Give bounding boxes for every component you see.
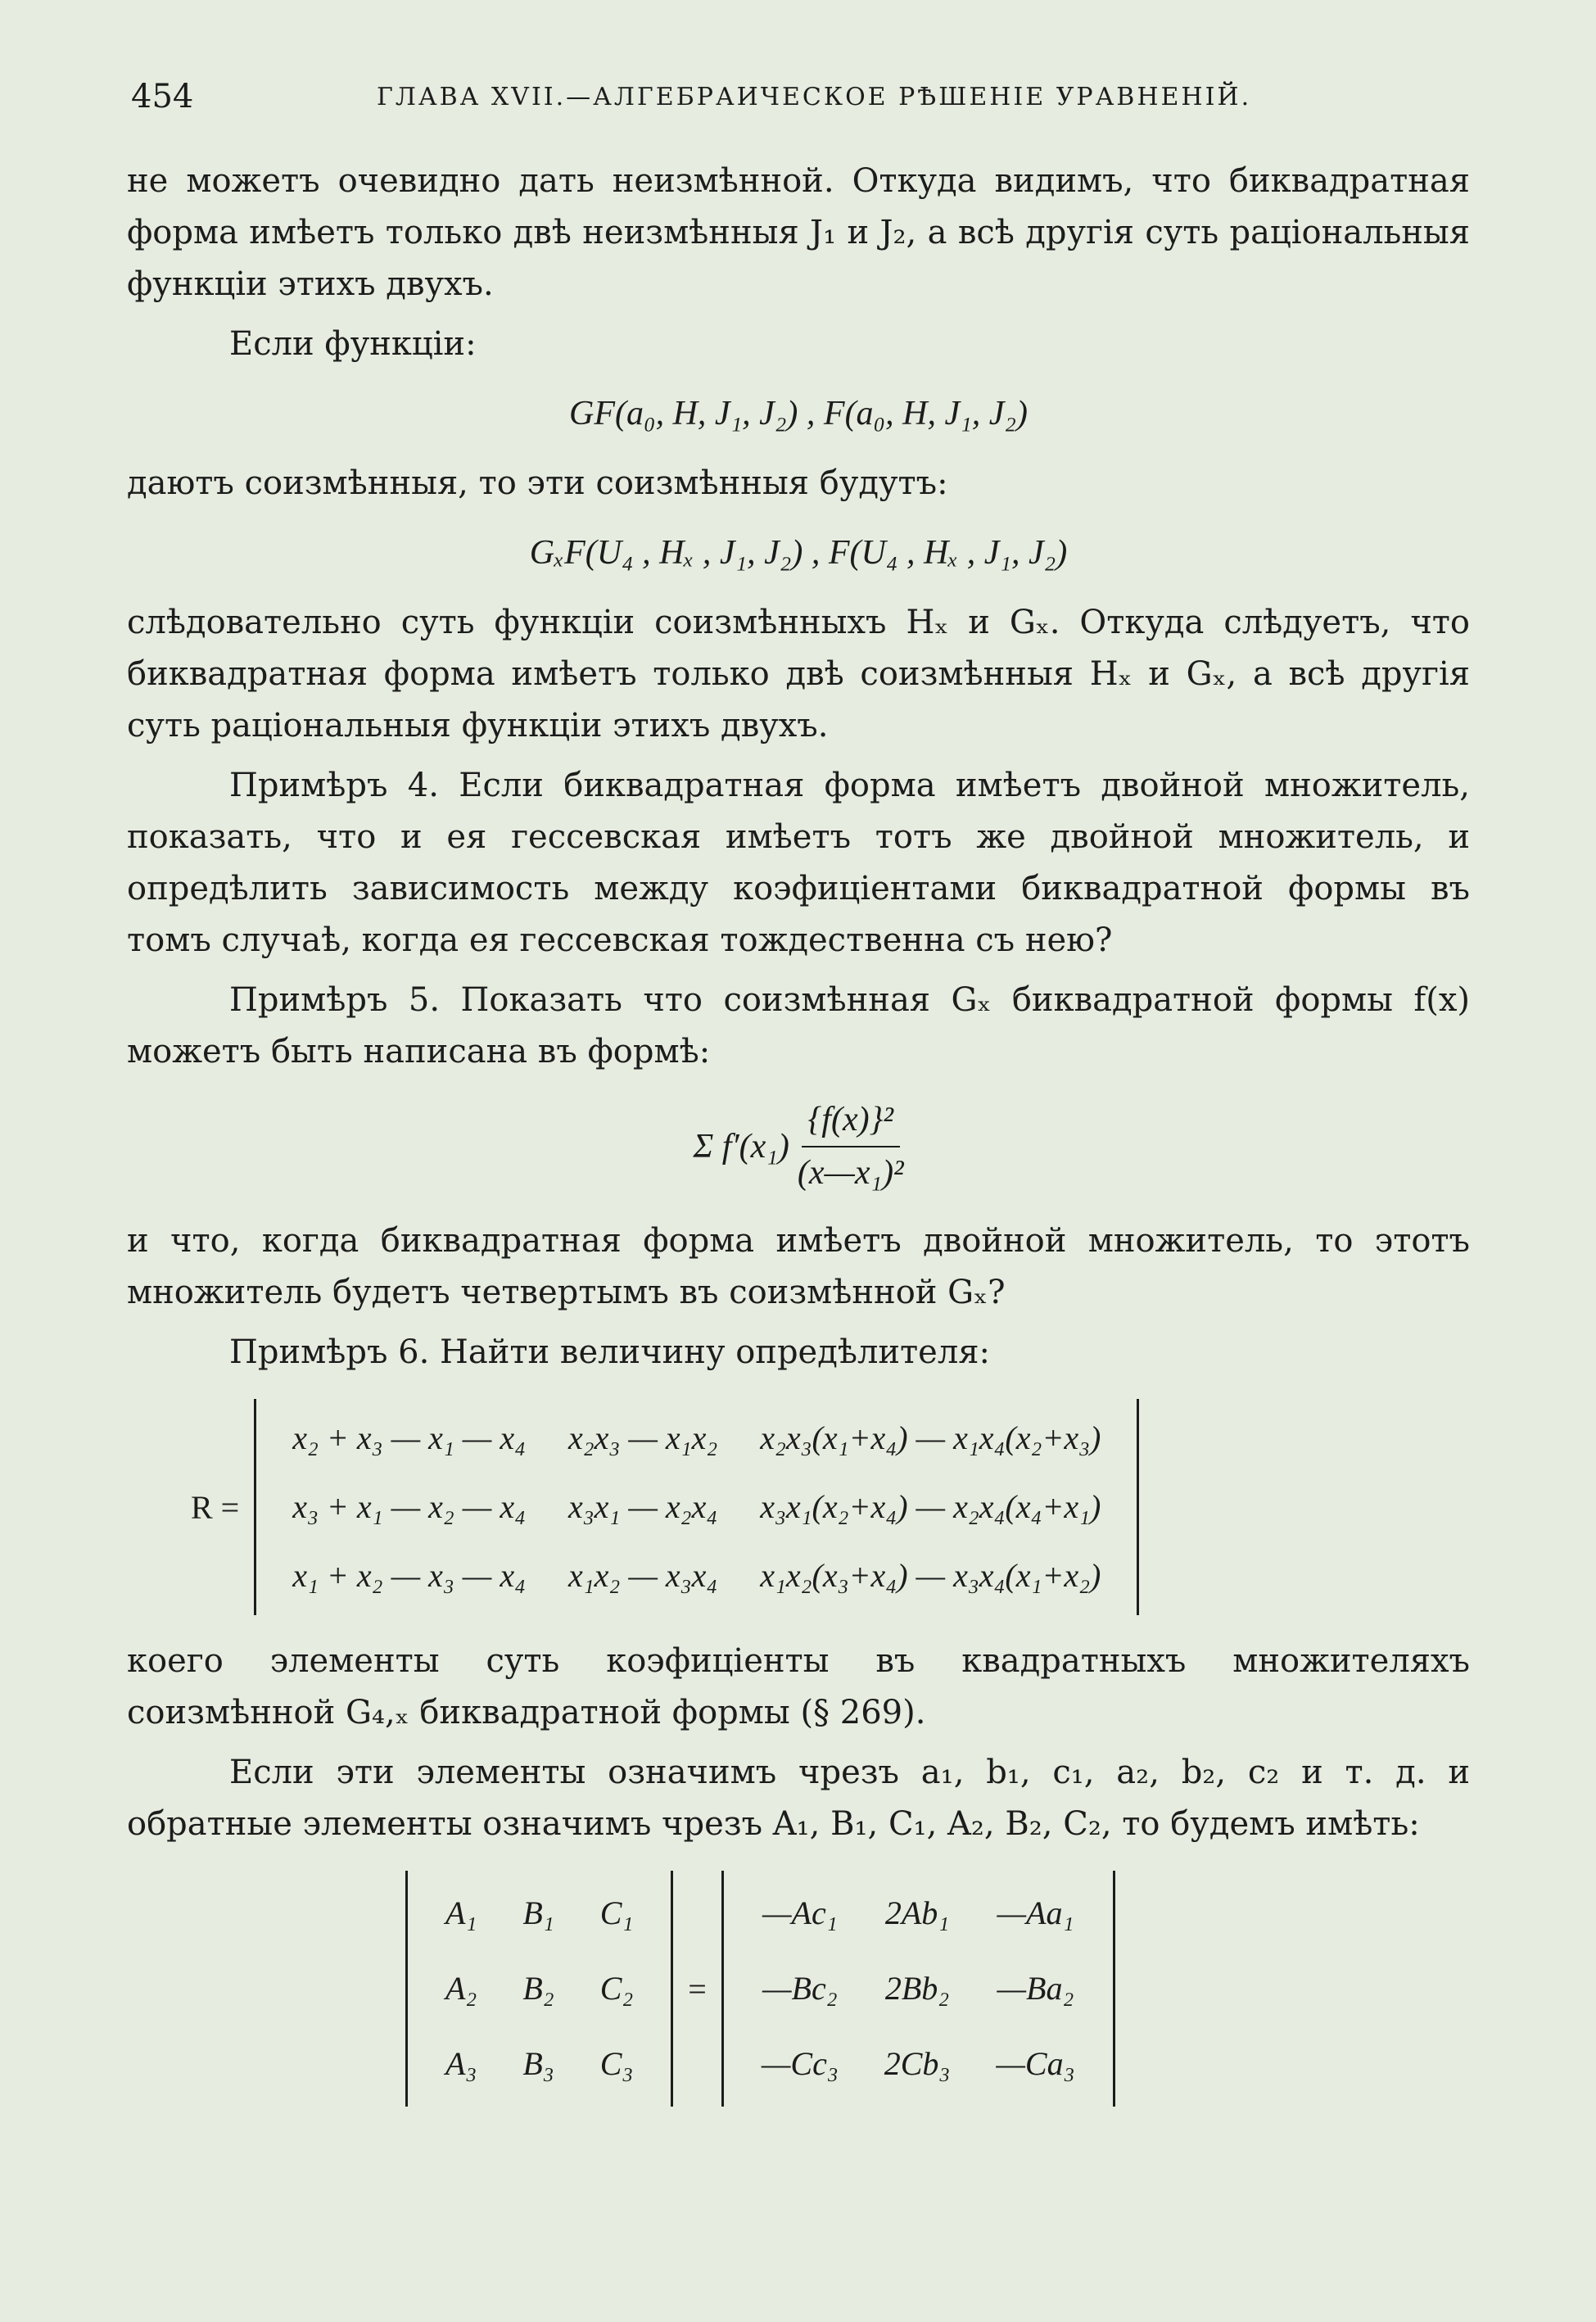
det-right-row (739, 2026, 1098, 2102)
det-right-cell: 2Bb₂ (884, 1970, 950, 2007)
determinant-final (405, 1871, 1470, 2107)
page-number: 454 (131, 78, 194, 115)
det-right-cell: —Bc₂ (762, 1970, 838, 2007)
det-r-cell: x₂x₃ — x₁x₂ (568, 1419, 718, 1456)
formula-3 (127, 1094, 1470, 1199)
det-right-cell: —Aa₁ (997, 1894, 1074, 1931)
det-r-cell: x₃ + x₁ — x₂ — x₄ (292, 1488, 527, 1525)
det-r-cell: x₁ + x₂ — x₃ — x₄ (292, 1557, 527, 1594)
paragraph-4: слѣдовательно суть функціи соизмѣнныхъ Hₓ и Gₓ. Откуда слѣдуетъ, что биквадратная форма имѣетъ только двѣ соизмѣнныя Hₓ и Gₓ, а всѣ другія суть раціональныя функціи этихъ двухъ. (127, 604, 1470, 745)
det-left-cell: B₃ (522, 2045, 554, 2082)
det-r-cell: x₃x₁(x₂+x₄) — x₂x₄(x₄+x₁) (760, 1488, 1101, 1525)
det-left-cell: B₁ (522, 1894, 554, 1931)
det-r-row (271, 1404, 1122, 1473)
det-left-cell: C₂ (599, 1970, 634, 2007)
det-left-cell: A₂ (445, 1970, 477, 2007)
det-left-cell: B₂ (522, 1970, 554, 2007)
det-r-cell: x₂x₃(x₁+x₄) — x₁x₄(x₂+x₃) (760, 1419, 1101, 1456)
det-r-cell: x₁x₂(x₃+x₄) — x₃x₄(x₁+x₂) (760, 1557, 1101, 1594)
det-right-cell: 2Cb₃ (884, 2045, 951, 2082)
determinant-r-label: R = (191, 1488, 240, 1526)
page-header (131, 78, 1474, 119)
formula-3-prefix: Σ f′(x₁) (693, 1127, 789, 1166)
formula-1: GF(a₀, H, J₁, J₂) , F(a₀, H, J₁, J₂) (569, 395, 1028, 432)
det-r-cell: x₁x₂ — x₃x₄ (568, 1557, 718, 1594)
example-5: Примѣръ 5. Показать что соизмѣнная Gₓ биквадратной формы f(x) можетъ быть написана въ формѣ: (127, 981, 1470, 1070)
det-right-row (739, 1951, 1098, 2026)
det-r-cell: x₂ + x₃ — x₁ — x₄ (292, 1419, 527, 1456)
det-right-cell: —Ac₁ (762, 1894, 838, 1931)
det-left-cell: A₁ (445, 1894, 477, 1931)
example-6: Примѣръ 6. Найти величину опредѣлителя: (229, 1333, 990, 1371)
running-head: ГЛАВА XVII.—АЛГЕБРАИЧЕСКОЕ РѢШЕНІЕ УРАВНЕНІЙ. (377, 83, 1252, 111)
example-4: Примѣръ 4. Если биквадратная форма имѣетъ двойной множитель, показать, что и ея гессевская имѣетъ тотъ же двойной множитель, и опредѣлить зависимость между коэфиціентами биквадратной формы въ томъ случаѣ, когда ея гессевская тождественна съ нею? (127, 767, 1470, 959)
det-right-cell: 2Ab₁ (884, 1894, 950, 1931)
determinant-final-left (405, 1871, 673, 2107)
det-r-cell: x₃x₁ — x₂x₄ (568, 1488, 718, 1525)
determinant-final-right (721, 1871, 1115, 2107)
det-right-cell: —Ba₂ (997, 1970, 1074, 2007)
paragraph-5: и что, когда биквадратная форма имѣетъ двойной множитель, то этотъ множитель будетъ четвертымъ въ соизмѣнной Gₓ? (127, 1222, 1470, 1311)
formula-3-fraction (798, 1094, 904, 1199)
det-r-row (271, 1541, 1122, 1610)
det-right-row (739, 1876, 1098, 1951)
det-left-row (423, 1951, 656, 2026)
paragraph-7: Если эти элементы означимъ чрезъ a₁, b₁, c₁, a₂, b₂, c₂ и т. д. и обратные элементы означимъ чрезъ A₁, B₁, C₁, A₂, B₂, C₂, то будемъ имѣть: (127, 1754, 1470, 1843)
det-left-row (423, 2026, 656, 2102)
determinant-r (176, 1399, 1470, 1615)
det-left-cell: A₃ (445, 2045, 477, 2082)
paragraph-1: не можетъ очевидно дать неизмѣнной. Откуда видимъ, что биквадратная форма имѣетъ только двѣ неизмѣнныя J₁ и J₂, а всѣ другія суть раціональныя функціи этихъ двухъ. (127, 162, 1470, 303)
formula-2: GₓF(U₄ , Hₓ , J₁, J₂) , F(U₄ , Hₓ , J₁, J₂) (529, 534, 1068, 572)
paragraph-3: даютъ соизмѣнныя, то эти соизмѣнныя будутъ: (127, 464, 948, 502)
page-body (127, 156, 1470, 2127)
paragraph-6: коего элементы суть коэфиціенты въ квадратныхъ множителяхъ соизмѣнной G₄,ₓ биквадратной формы (§ 269). (127, 1642, 1470, 1731)
det-r-row (271, 1473, 1122, 1541)
det-right-cell: —Ca₃ (996, 2045, 1075, 2082)
determinant-equals: = (688, 1970, 707, 2007)
formula-3-denominator: (x—x₁)² (797, 1154, 904, 1192)
det-left-cell: C₃ (599, 2045, 634, 2082)
det-left-cell: C₁ (599, 1894, 634, 1931)
formula-3-numerator: {f(x)}² (802, 1094, 900, 1147)
det-right-cell: —Cc₃ (761, 2045, 839, 2082)
paragraph-2: Если функціи: (229, 325, 477, 363)
det-left-row (423, 1876, 656, 1951)
determinant-r-body (254, 1399, 1139, 1615)
